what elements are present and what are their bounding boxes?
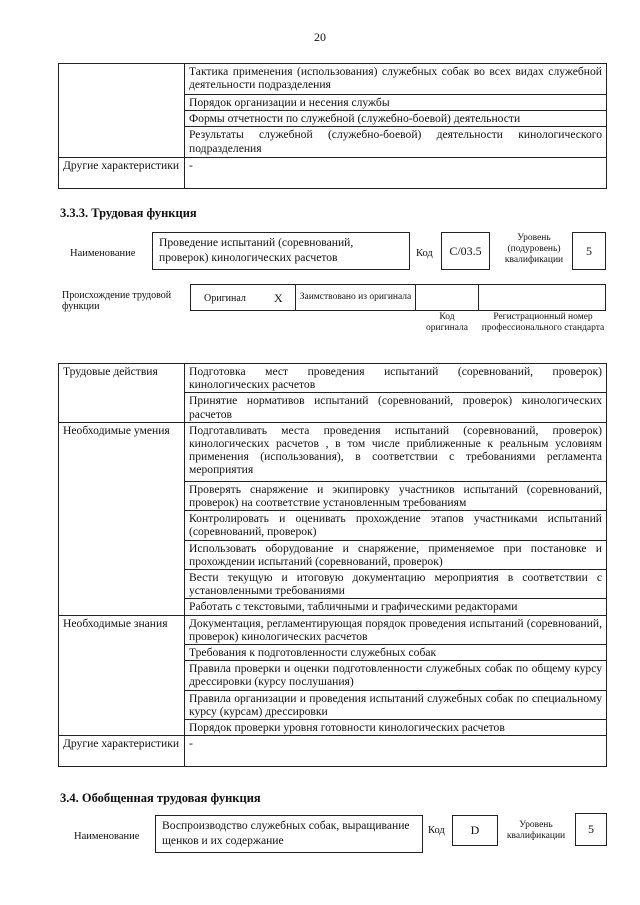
table-cell: Правила организации и проведения испытаний служебных собак по специальному курсу (курсам) дрессировки bbox=[185, 690, 607, 719]
section-heading: 3.3.3. Трудовая функция bbox=[60, 206, 197, 220]
table-cell: Проверять снаряжение и экипировку участников испытаний (соревнований, проверок) на соответствие установленным требованиям bbox=[185, 481, 607, 510]
table-cell: Вести текущую и итоговую документацию мероприятия в соответствии с установленными требованиями bbox=[185, 570, 607, 599]
origin-label: Происхождение трудовой функции bbox=[62, 290, 172, 312]
main-table bbox=[58, 363, 607, 767]
table-label-cell: Другие характеристики bbox=[59, 736, 185, 767]
page-number: 20 bbox=[314, 30, 326, 44]
original-label: Оригинал bbox=[204, 293, 246, 304]
level-label: Уровень (подуровень) квалификации bbox=[504, 232, 564, 265]
table-cell: Документация, регламентирующая порядок проведения испытаний (соревнований, проверок) кинологических расчетов bbox=[185, 615, 607, 644]
borrowed-label: Заимствовано из оригинала bbox=[299, 292, 412, 302]
table-cell: - bbox=[185, 158, 607, 189]
reg-number-label: Регистрационный номер профессионального стандарта bbox=[481, 312, 605, 333]
name-label: Наименование bbox=[74, 831, 140, 842]
function-name-box: Проведение испытаний (соревнований, проверок) кинологических расчетов bbox=[152, 232, 410, 270]
code-box: C/03.5 bbox=[441, 232, 490, 270]
table-cell: Тактика применения (использования) служебных собак во всех видах служебной деятельности подразделения bbox=[185, 64, 607, 95]
table-cell: Порядок организации и несения службы bbox=[185, 95, 607, 111]
table-cell: Работать с текстовыми, табличными и графическими редакторами bbox=[185, 599, 607, 615]
table-cell: Порядок проверки уровня готовности кинологических расчетов bbox=[185, 720, 607, 736]
table-label-cell: Необходимые знания bbox=[59, 615, 185, 736]
table-label-cell: Другие характеристики bbox=[59, 158, 185, 189]
top-table bbox=[58, 63, 607, 189]
table-cell: Результаты служебной (служебно-боевой) деятельности кинологического подразделения bbox=[185, 127, 607, 158]
table-cell: Контролировать и оценивать прохождение этапов участниками испытаний (соревнований, проверок) bbox=[185, 511, 607, 540]
table-cell: Правила проверки и оценки подготовленности служебных собак по общему курсу дрессировки (курсу послушания) bbox=[185, 661, 607, 690]
table-cell: Подготавливать места проведения испытаний (соревнований, проверок) кинологических расчетов , в том числе приближенные к реальным условиям применения (использования), в соответствии с требованиями регламента мероприятия bbox=[185, 422, 607, 481]
table-label-cell: Трудовые действия bbox=[59, 364, 185, 423]
table-label-cell bbox=[59, 64, 185, 158]
table-cell: Принятие нормативов испытаний (соревнований, проверок) кинологических расчетов bbox=[185, 393, 607, 422]
table-cell: Использовать оборудование и снаряжение, применяемое при постановке и прохождении испытаний (соревнований, проверок) bbox=[185, 540, 607, 569]
code-label: Код bbox=[416, 248, 433, 259]
level-box: 5 bbox=[572, 232, 606, 270]
level-box: 5 bbox=[575, 813, 607, 846]
name-label: Наименование bbox=[70, 248, 136, 259]
code-box: D bbox=[452, 815, 498, 846]
table-label-cell: Необходимые умения bbox=[59, 422, 185, 615]
level-label: Уровень квалификации bbox=[506, 820, 566, 841]
original-mark: X bbox=[274, 291, 283, 305]
code-label: Код bbox=[428, 825, 445, 836]
table-cell: Требования к подготовленности служебных собак bbox=[185, 645, 607, 661]
origin-code-label: Код оригинала bbox=[426, 312, 468, 333]
function-name-box: Воспроизводство служебных собак, выращивание щенков и их содержание bbox=[155, 815, 423, 853]
table-cell: - bbox=[185, 736, 607, 767]
table-cell: Подготовка мест проведения испытаний (соревнований, проверок) кинологических расчетов bbox=[185, 364, 607, 393]
section-heading: 3.4. Обобщенная трудовая функция bbox=[60, 791, 261, 805]
table-cell: Формы отчетности по служебной (служебно-боевой) деятельности bbox=[185, 111, 607, 127]
